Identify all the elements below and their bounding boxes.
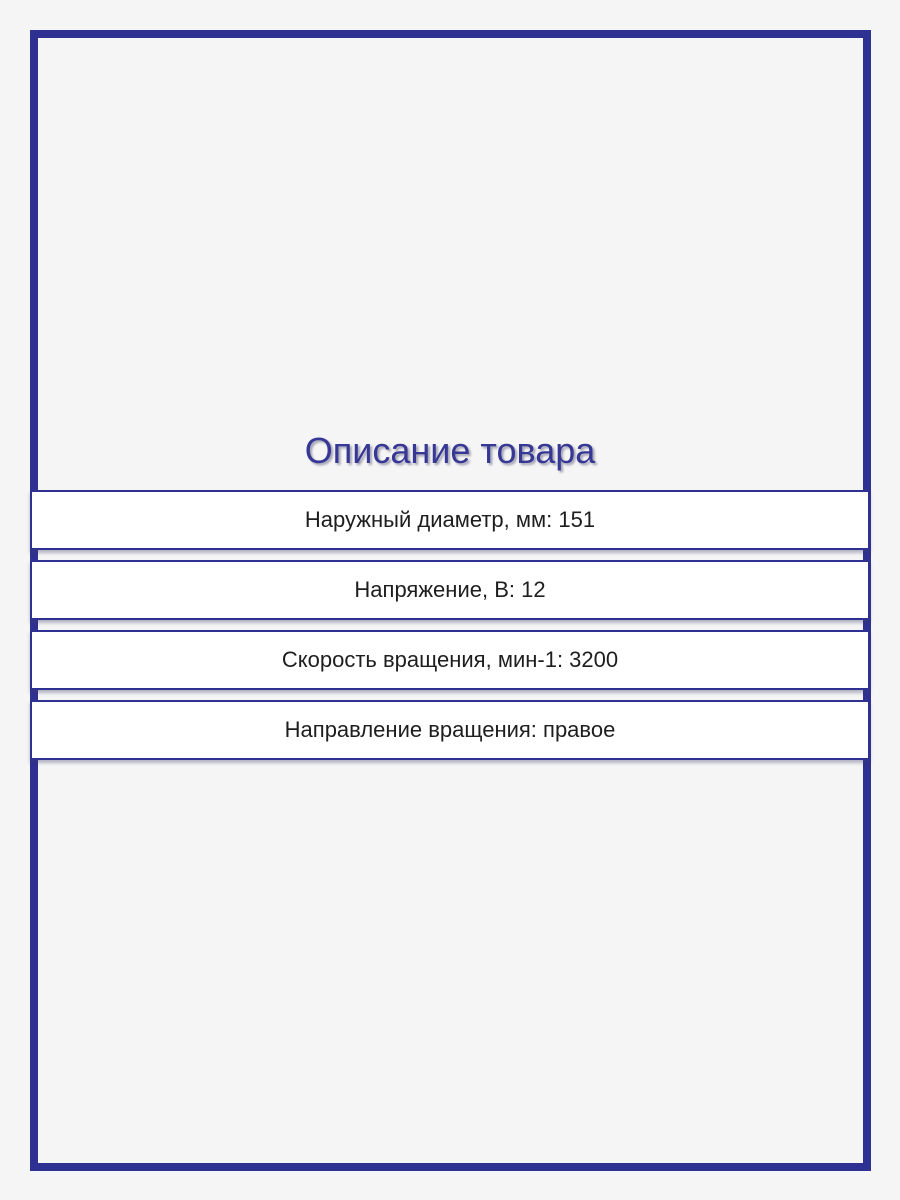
spec-row-rotation-direction — [30, 700, 870, 760]
spec-text: Направление вращения: правое — [284, 717, 616, 742]
spec-row-outer-diameter — [30, 490, 870, 550]
spec-text: Напряжение, В: 12 — [354, 577, 546, 602]
spec-row-voltage — [30, 560, 870, 620]
description-title: Описание товара — [304, 430, 596, 471]
spec-text: Наружный диаметр, мм: 151 — [304, 507, 596, 532]
spec-row-rotation-speed — [30, 630, 870, 690]
spec-text: Скорость вращения, мин-1: 3200 — [281, 647, 619, 672]
